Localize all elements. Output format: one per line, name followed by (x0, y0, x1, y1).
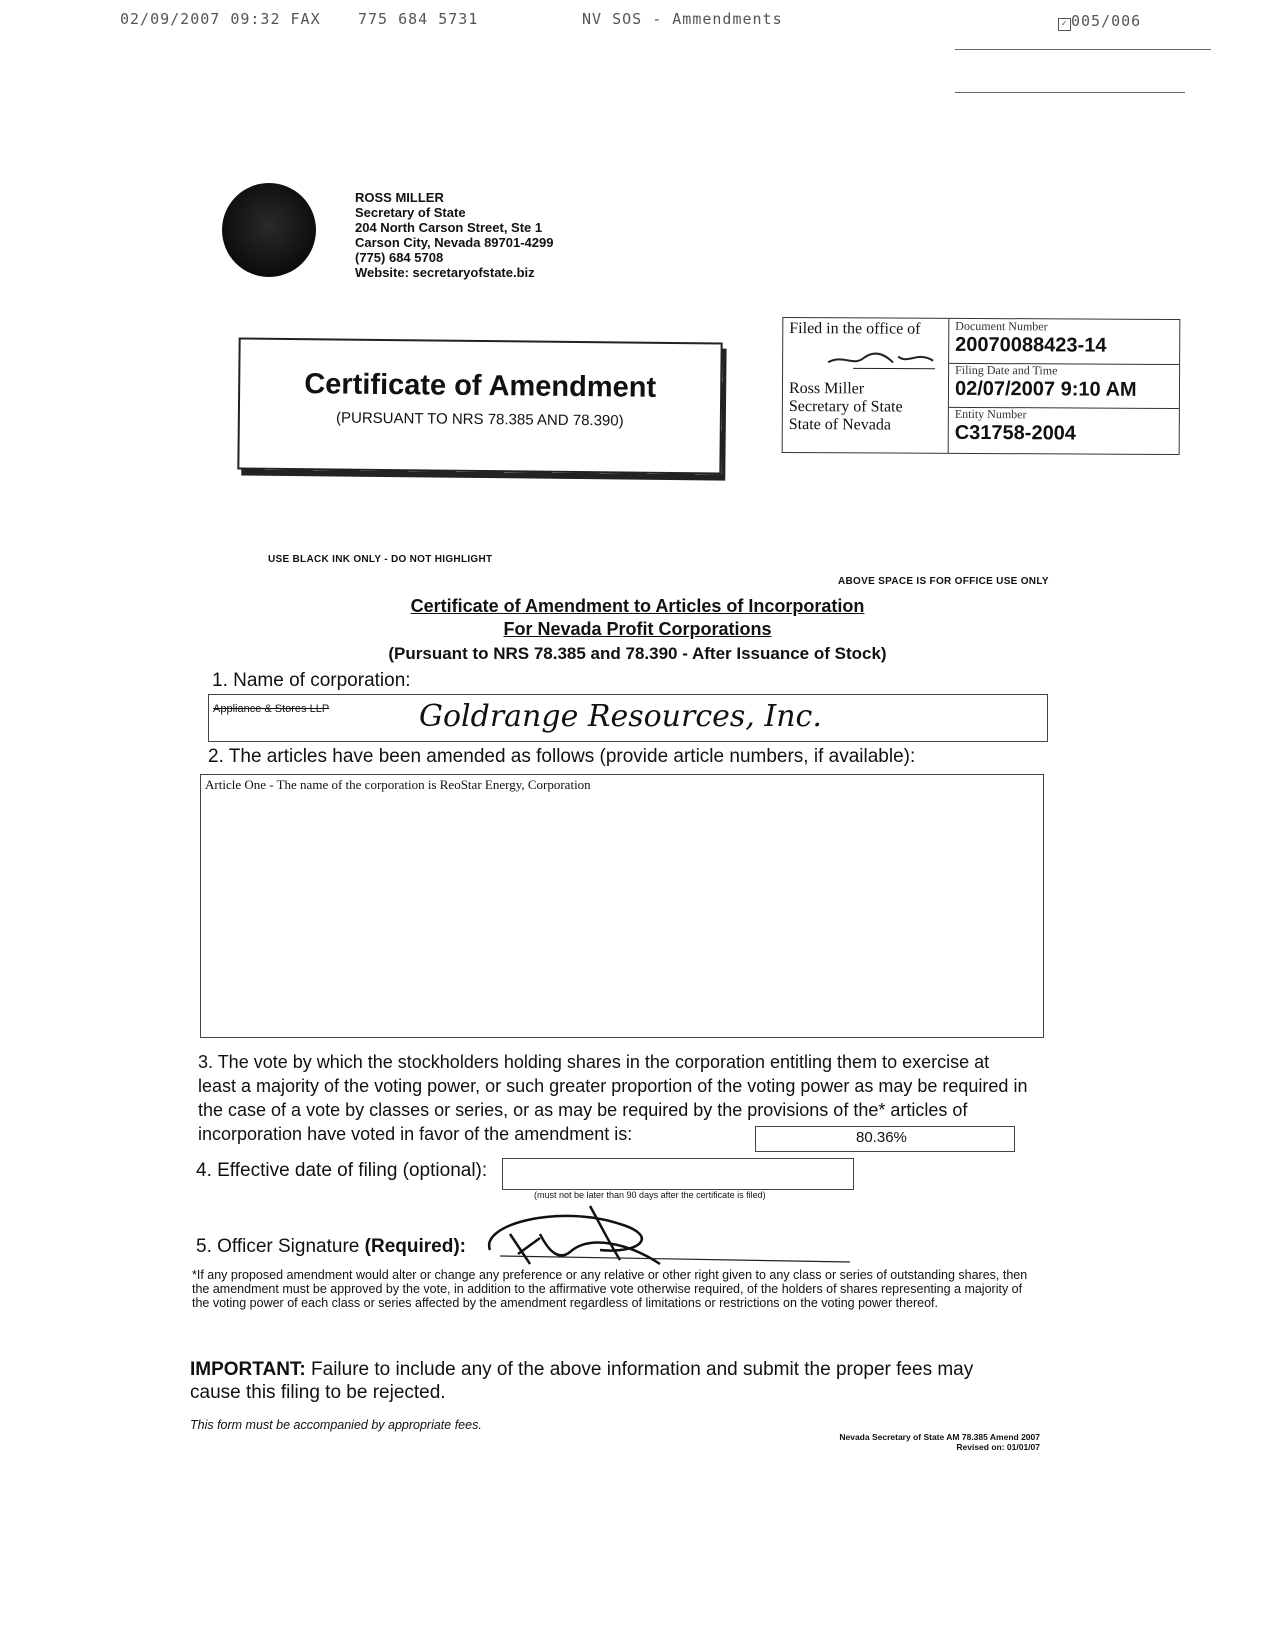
filed-officer-name: Ross Miller (788, 379, 865, 398)
filed-details (949, 319, 1180, 454)
fax-line (955, 92, 1185, 93)
document-number-label: Document Number (955, 318, 1048, 334)
entity-number: C31758-2004 (954, 421, 1077, 445)
filing-date-label: Filing Date and Time (955, 362, 1058, 378)
document-number: 20070088423-14 (955, 333, 1107, 357)
corporation-name-box (208, 694, 1048, 742)
fax-phone: 775 684 5731 (358, 10, 479, 28)
filing-date: 02/07/2007 9:10 AM (954, 377, 1137, 401)
filed-office-cell (783, 318, 950, 453)
secretary-address1: 204 North Carson Street, Ste 1 (355, 220, 543, 235)
state-seal (222, 183, 316, 277)
effective-date-label: 4. Effective date of filing (optional): (196, 1160, 488, 1181)
form-revised: Revised on: 01/01/07 (956, 1442, 1040, 1452)
effective-date-box (502, 1158, 854, 1190)
signature-label (196, 1236, 466, 1258)
secretary-name: ROSS MILLER (355, 190, 444, 205)
filed-officer-title: Secretary of State (788, 397, 903, 416)
secretary-phone: (775) 684 5708 (355, 250, 444, 265)
articles-box (200, 774, 1044, 1038)
articles-text: Article One - The name of the corporation is ReoStar Energy, Corporation (205, 777, 591, 792)
important-notice (190, 1358, 1028, 1404)
fax-source: NV SOS - Ammendments (582, 10, 783, 28)
important-label: IMPORTANT: (190, 1359, 306, 1380)
filed-officer (789, 380, 903, 435)
form-heading-line1: Certificate of Amendment to Articles of Incorporation (410, 596, 865, 616)
filing-stamp-box (782, 317, 1181, 455)
fax-line (955, 49, 1211, 50)
certificate-title: Certificate of Amendment (304, 368, 657, 404)
fax-page: ✓ 005/006 (1058, 12, 1141, 31)
certificate-title-box (237, 337, 722, 474)
officer-signature (470, 1194, 860, 1274)
fees-note: This form must be accompanied by appropriate fees. (190, 1418, 482, 1432)
footnote: *If any proposed amendment would alter or change any preference or any relative or other right given to any class or series of outstanding shares, then the amendment must be approved by the vote, in addition to the affirmative vote otherwise required, of the holders of shares representing a majority of the voting power of each class or series affected by the amendment regardless of limitations or restrictions on the voting power thereof. (192, 1268, 1028, 1310)
form-heading-line3: (Pursuant to NRS 78.385 and 78.390 - After Issuance of Stock) (388, 644, 887, 663)
form-id: Nevada Secretary of State AM 78.385 Amend 2007 (839, 1432, 1040, 1442)
vote-value: 80.36% (856, 1129, 907, 1146)
secretary-address-block (355, 190, 553, 280)
effective-date-note: (must not be later than 90 days after the certificate is filed) (534, 1190, 766, 1200)
important-text: Failure to include any of the above information and submit the proper fees may cause this filing to be rejected. (190, 1359, 974, 1403)
fax-page-icon: ✓ (1058, 18, 1071, 31)
filing-date-cell (949, 363, 1179, 409)
entity-number-label: Entity Number (954, 406, 1027, 422)
old-name-struck: Appliance & Stores LLP (213, 703, 330, 715)
document-number-cell (949, 319, 1179, 365)
articles-label: 2. The articles have been amended as follows (provide article numbers, if available): (208, 746, 916, 767)
secretary-address2: Carson City, Nevada 89701-4299 (355, 235, 554, 250)
entity-number-cell (949, 407, 1179, 452)
signature-label-text: 5. Officer Signature (196, 1236, 360, 1257)
filed-officer-state: State of Nevada (788, 415, 892, 434)
vote-label: 3. The vote by which the stockholders holding shares in the corporation entitling them to exercise at least a majority of the voting power, or such greater proportion of the voting power as may be required in the case of a vote by classes or series, or as may be required by the provisions of the* articles of incorporation have voted in favor of the amendment is: (198, 1052, 1028, 1144)
certificate-subtitle: (PURSUANT TO NRS 78.385 AND 78.390) (335, 409, 624, 430)
form-footer-id (806, 1432, 1040, 1452)
signature-required: (Required): (364, 1236, 466, 1257)
new-corporation-name: Goldrange Resources, Inc. (419, 699, 822, 734)
secretary-title: Secretary of State (355, 205, 466, 220)
corporation-name-label: 1. Name of corporation: (212, 670, 411, 691)
vote-value-box (755, 1126, 1015, 1152)
filed-in-label: Filed in the office of (789, 319, 921, 338)
filed-signature (823, 344, 943, 375)
fax-datetime: 02/09/2007 09:32 FAX (120, 10, 321, 28)
ink-note: USE BLACK INK ONLY - DO NOT HIGHLIGHT (268, 554, 493, 565)
form-heading-line2: For Nevada Profit Corporations (503, 619, 772, 639)
secretary-website: Website: secretaryofstate.biz (355, 265, 535, 280)
office-use-note: ABOVE SPACE IS FOR OFFICE USE ONLY (838, 576, 1049, 587)
